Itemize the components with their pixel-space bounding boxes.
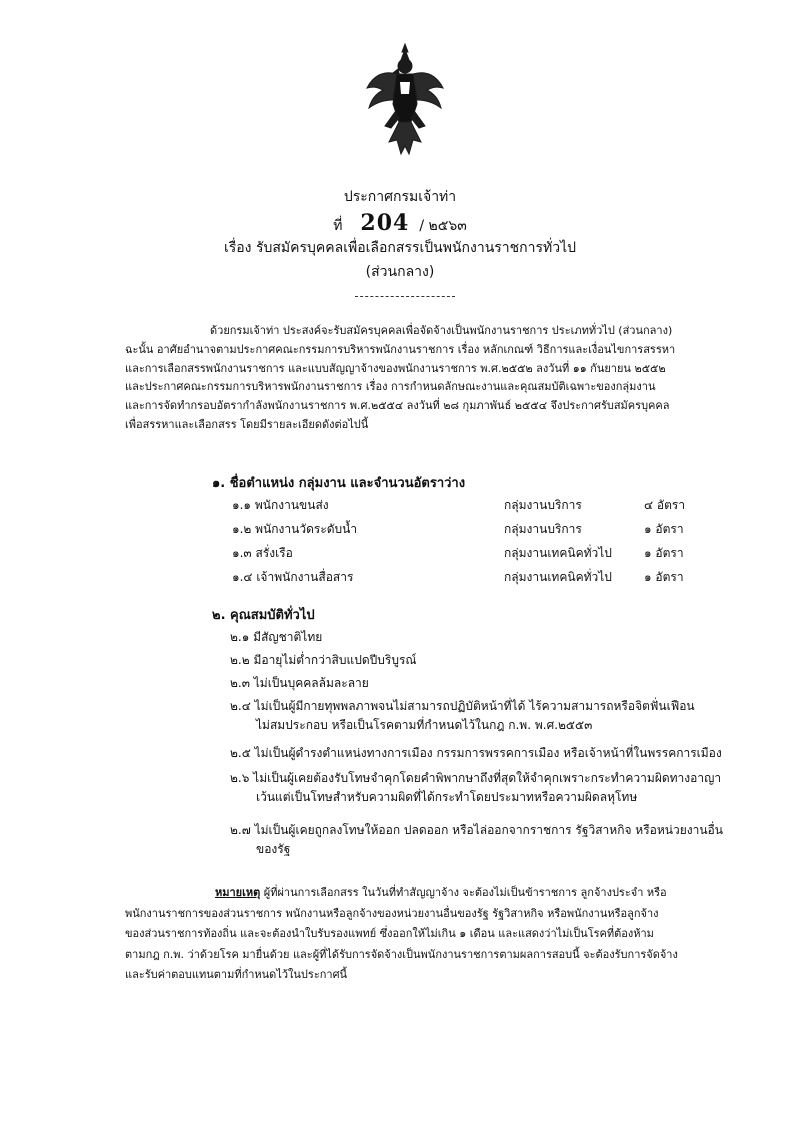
subject-subtitle: (ส่วนกลาง) xyxy=(365,264,435,280)
position-row xyxy=(232,496,732,516)
intro-line: และประกาศคณะกรรมการบริหารพนักงานราชการ เรื่อง การกำหนดลักษณะงานและคุณสมบัติเฉพาะของกลุ่มงาน xyxy=(125,380,656,394)
remark-paragraph xyxy=(125,883,737,986)
qualification-text: ๒.๒ มีอายุไม่ต่ำกว่าสิบแปดปีบริบูรณ์ xyxy=(230,653,417,667)
intro-paragraph xyxy=(125,322,735,435)
remark-line: และรับค่าตอบแทนตามที่กำหนดไว้ในประกาศนี้ xyxy=(125,968,348,981)
number-value: 204 xyxy=(360,210,410,236)
section2-heading: ๒. คุณสมบัติทั่วไป xyxy=(212,608,315,623)
position-group: กลุ่มงานเทคนิคทั่วไป xyxy=(504,570,612,584)
remark-first-line xyxy=(125,883,737,904)
qualification-item xyxy=(230,674,740,693)
title-divider xyxy=(355,296,455,297)
qualification-item xyxy=(230,697,740,735)
qualification-continuation: ไม่สมประกอบ หรือเป็นโรคตามที่กำหนดไว้ในกฎ ก.พ. พ.ศ.๒๕๕๓ xyxy=(256,718,593,732)
subject-title: เรื่อง รับสมัครบุคคลเพื่อเลือกสรรเป็นพนักงานราชการทั่วไป xyxy=(223,240,577,256)
intro-line: และการเลือกสรรพนักงานราชการ และแบบสัญญาจ้างของพนักงานราชการ พ.ศ.๒๕๕๒ ลงวันที่ ๑๑ กันยายน ๒๕๕๒ xyxy=(125,361,666,375)
section1-heading: ๑. ชื่อตำแหน่ง กลุ่มงาน และจำนวนอัตราว่าง xyxy=(212,476,466,491)
qualification-continuation: เว้นแต่เป็นโทษสำหรับความผิดที่ได้กระทำโดยประมาทหรือความผิดลหุโทษ xyxy=(256,790,638,804)
intro-line: เพื่อสรรหาและเลือกสรร โดยมีรายละเอียดดังต่อไปนี้ xyxy=(125,417,369,431)
qualification-text: ๒.๓ ไม่เป็นบุคคลล้มละลาย xyxy=(230,676,369,690)
position-count: ๑ อัตรา xyxy=(644,570,684,584)
qualification-text: ๒.๗ ไม่เป็นผู้เคยถูกลงโทษให้ออก ปลดออก หรือไล่ออกจากราชการ รัฐวิสาหกิจ หรือหน่วยงานอื่น xyxy=(230,823,723,837)
qualification-item xyxy=(230,821,740,859)
position-group: กลุ่มงานบริการ xyxy=(504,522,582,536)
position-row xyxy=(232,568,732,588)
remark-first-text: ผู้ที่ผ่านการเลือกสรร ในวันที่ทำสัญญาจ้าง จะต้องไม่เป็นข้าราชการ ลูกจ้างประจำ หรือ xyxy=(260,886,667,899)
qualification-item xyxy=(230,628,740,647)
qualification-item xyxy=(230,651,740,670)
qualification-text: ๒.๑ มีสัญชาติไทย xyxy=(230,630,323,644)
announcement-number xyxy=(0,210,800,237)
position-name: ๑.๔ เจ้าพนักงานสื่อสาร xyxy=(232,570,354,584)
qualification-text: ๒.๖ ไม่เป็นผู้เคยต้องรับโทษจำคุกโดยคำพิพากษาถึงที่สุดให้จำคุกเพราะกระทำความผิดทางอาญา xyxy=(230,771,722,785)
position-name: ๑.๒ พนักงานวัดระดับน้ำ xyxy=(232,522,358,536)
remark-line: ของส่วนราชการท้องถิ่น และจะต้องนำใบรับรองแพทย์ ซึ่งออกให้ไม่เกิน ๑ เดือน และแสดงว่าไม่เป็นโรคที่ต้องห้าม xyxy=(125,927,654,940)
remark-label: หมายเหตุ xyxy=(215,886,261,899)
position-count: ๔ อัตรา xyxy=(644,498,686,512)
position-group: กลุ่มงานเทคนิคทั่วไป xyxy=(504,546,612,560)
qualification-item xyxy=(230,769,740,807)
issuer-title: ประกาศกรมเจ้าท่า xyxy=(343,189,457,205)
number-prefix: ที่ xyxy=(333,218,343,234)
qualification-item xyxy=(230,744,740,763)
position-count: ๑ อัตรา xyxy=(644,522,684,536)
garuda-emblem-icon xyxy=(365,42,445,160)
position-name: ๑.๑ พนักงานขนส่ง xyxy=(232,498,329,512)
position-row xyxy=(232,520,732,540)
remark-line: ตามกฎ ก.พ. ว่าด้วยโรค มายื่นด้วย และผู้ที่ได้รับการจัดจ้างเป็นพนักงานราชการตามผลการสอบนี้ จะต้องรับการจัดจ้าง xyxy=(125,947,678,961)
position-name: ๑.๓ สรั่งเรือ xyxy=(232,546,293,560)
number-year: / ๒๕๖๓ xyxy=(419,218,467,234)
intro-line: ด้วยกรมเจ้าท่า ประสงค์จะรับสมัครบุคคลเพื่อจัดจ้างเป็นพนักงานราชการ ประเภททั่วไป (ส่วนกลาง) xyxy=(210,324,673,337)
position-row xyxy=(232,544,732,564)
qualification-text: ๒.๕ ไม่เป็นผู้ดำรงตำแหน่งทางการเมือง กรรมการพรรคการเมือง หรือเจ้าหน้าที่ในพรรคการเมือง xyxy=(230,746,722,760)
intro-line: ฉะนั้น อาศัยอำนาจตามประกาศคณะกรรมการบริหารพนักงานราชการ เรื่อง หลักเกณฑ์ วิธีการและเงื่อนไขการสรรหา xyxy=(125,342,676,356)
qualification-text: ๒.๔ ไม่เป็นผู้มีกายทุพพลภาพจนไม่สามารถปฏิบัติหน้าที่ได้ ไร้ความสามารถหรือจิตฟั่นเฟือน xyxy=(230,699,695,713)
qualification-continuation: ของรัฐ xyxy=(256,842,291,856)
intro-line: และการจัดทำกรอบอัตรากำลังพนักงานราชการ พ.ศ.๒๕๕๔ ลงวันที่ ๒๘ กุมภาพันธ์ ๒๕๕๔ จึงประกาศรับสมัครบุคคล xyxy=(125,399,670,413)
remark-line: พนักงานราชการของส่วนราชการ พนักงานหรือลูกจ้างของหน่วยงานอื่นของรัฐ รัฐวิสาหกิจ หรือพนักงานหรือลูกจ้าง xyxy=(125,906,659,920)
position-group: กลุ่มงานบริการ xyxy=(504,498,582,512)
position-count: ๑ อัตรา xyxy=(644,546,684,560)
